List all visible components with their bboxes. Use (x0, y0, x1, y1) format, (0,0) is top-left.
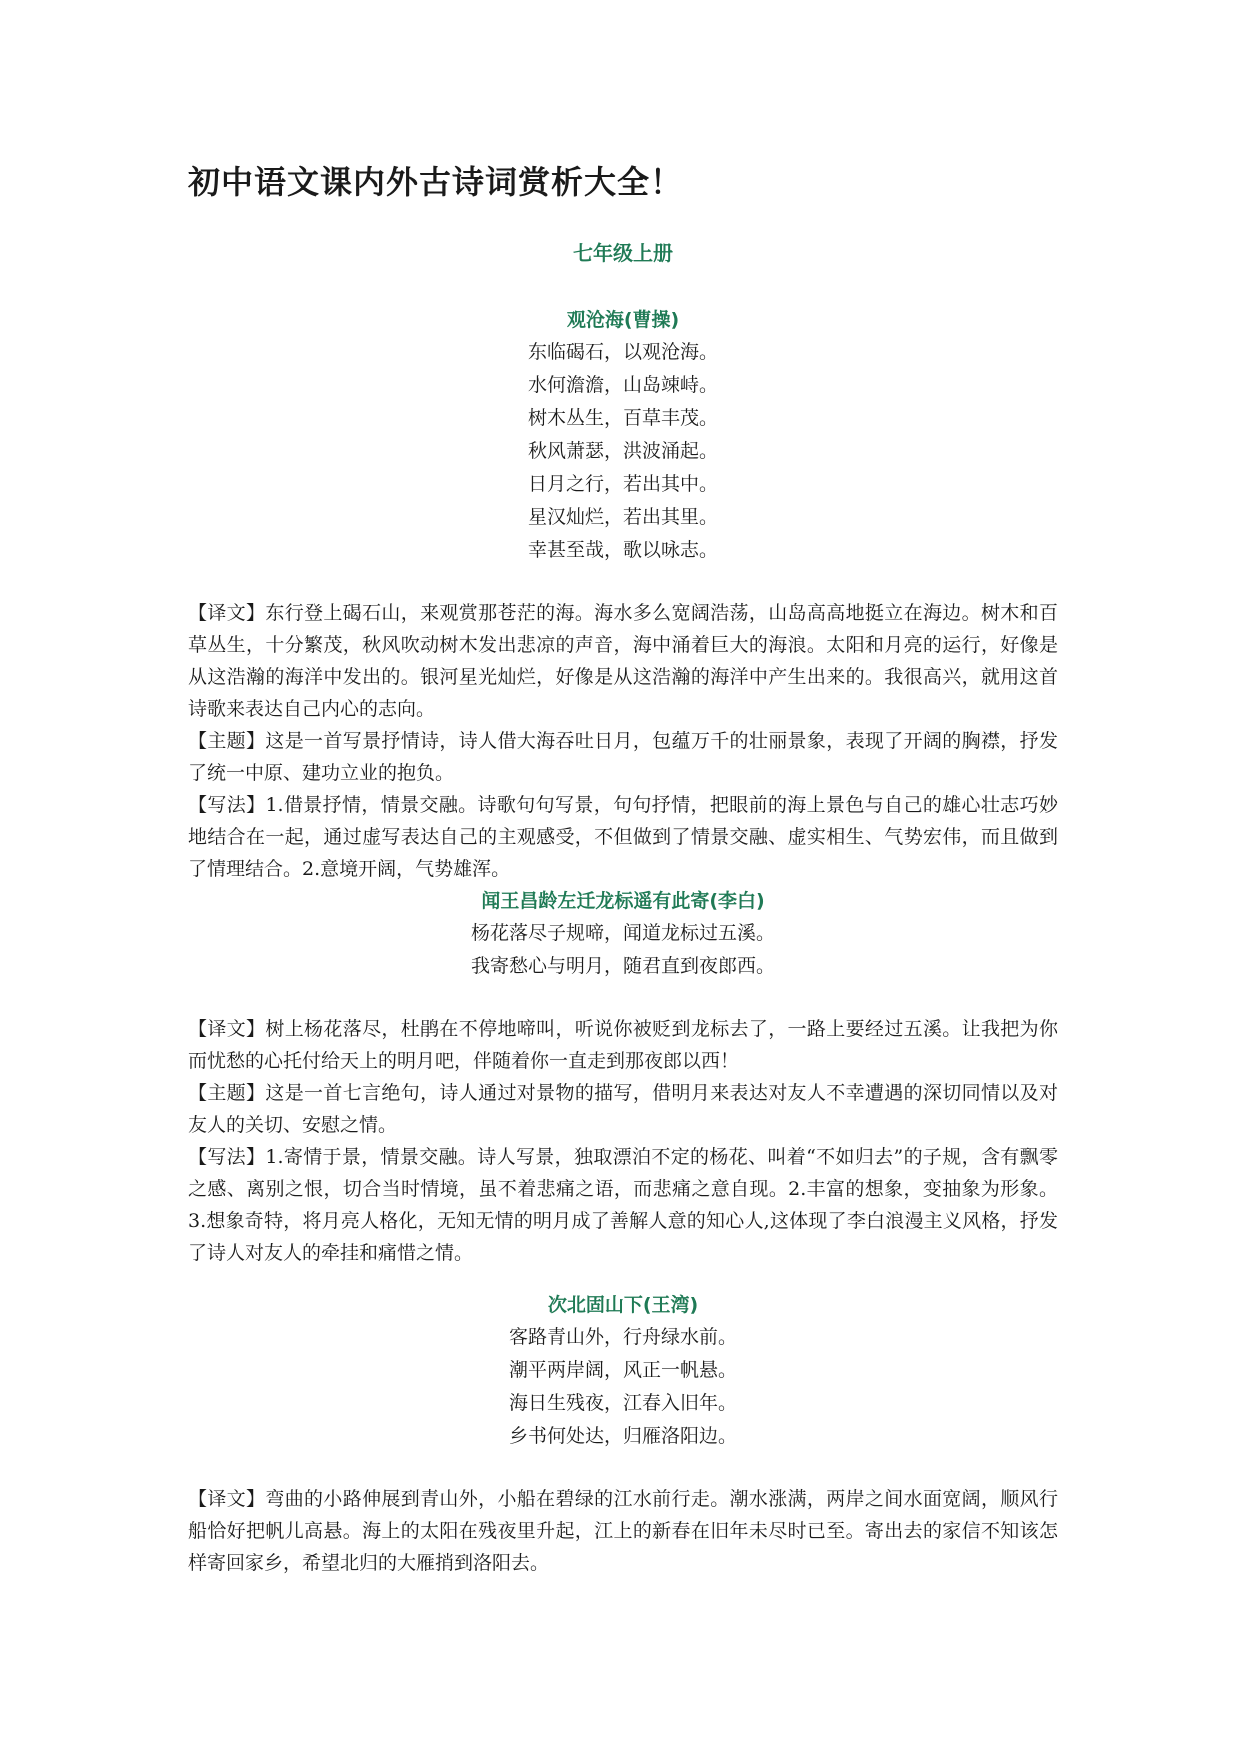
poem-line: 潮平两岸阔，风正一帆悬。 (508, 1359, 737, 1381)
poem-guan-cang-hai (188, 304, 1058, 567)
translation-tag: 【译文】 (188, 602, 266, 624)
theme-tag: 【主题】 (188, 730, 266, 752)
theme-paragraph (188, 725, 1058, 789)
poem-line: 星汉灿烂，若出其里。 (527, 506, 718, 528)
poem-line: 乡书何处达，归雁洛阳边。 (508, 1425, 737, 1447)
translation-paragraph (188, 1013, 1058, 1077)
poem-line: 海日生残夜，江春入旧年。 (508, 1392, 737, 1414)
theme-text: 这是一首七言绝句，诗人通过对景物的描写，借明月来表达对友人不幸遭遇的深切同情以及对友人的关切、安慰之情。 (188, 1082, 1058, 1136)
poem-line: 客路青山外，行舟绿水前。 (508, 1326, 737, 1348)
poem-line: 幸甚至哉，歌以咏志。 (527, 539, 718, 561)
translation-tag: 【译文】 (188, 1018, 266, 1040)
method-tag: 【写法】 (188, 794, 266, 816)
poem-wen-wang-changling (188, 885, 1058, 983)
poem-line: 杨花落尽子规啼，闻道龙标过五溪。 (470, 922, 775, 944)
translation-text: 弯曲的小路伸展到青山外，小船在碧绿的江水前行走。潮水涨满，两岸之间水面宽阔，顺风行船恰好把帆儿高悬。海上的太阳在残夜里升起，江上的新春在旧年未尽时已至。寄出去的家信不知该怎样寄回家乡，希望北归的大雁捎到洛阳去。 (188, 1488, 1058, 1574)
poem-title: 闻王昌龄左迁龙标遥有此寄(李白) (481, 890, 765, 912)
poem-line: 我寄愁心与明月，随君直到夜郎西。 (470, 955, 775, 977)
poem-line: 东临碣石，以观沧海。 (527, 341, 718, 363)
translation-paragraph (188, 1483, 1058, 1579)
theme-paragraph (188, 1077, 1058, 1141)
theme-text: 这是一首写景抒情诗，诗人借大海吞吐日月，包蕴万千的壮丽景象，表现了开阔的胸襟，抒发了统一中原、建功立业的抱负。 (188, 730, 1058, 784)
poem-line: 日月之行，若出其中。 (527, 473, 718, 495)
theme-tag: 【主题】 (188, 1082, 266, 1104)
translation-paragraph (188, 597, 1058, 725)
method-text: 1.借景抒情，情景交融。诗歌句句写景，句句抒情，把眼前的海上景色与自己的雄心壮志巧妙地结合在一起，通过虚写表达自己的主观感受，不但做到了情景交融、虚实相生、气势宏伟，而且做到了情理结合。2.意境开阔，气势雄浑。 (188, 794, 1058, 880)
method-paragraph (188, 789, 1058, 885)
grade-heading: 七年级上册 (573, 241, 673, 265)
translation-tag: 【译文】 (188, 1488, 266, 1510)
translation-text: 东行登上碣石山，来观赏那苍茫的海。海水多么宽阔浩荡，山岛高高地挺立在海边。树木和百草丛生，十分繁茂，秋风吹动树木发出悲凉的声音，海中涌着巨大的海浪。太阳和月亮的运行，好像是从这浩瀚的海洋中发出的。银河星光灿烂，好像是从这浩瀚的海洋中产生出来的。我很高兴，就用这首诗歌来表达自己内心的志向。 (188, 602, 1058, 720)
document-page (188, 160, 1058, 1579)
document-title: 初中语文课内外古诗词赏析大全！ (188, 163, 684, 201)
method-tag: 【写法】 (188, 1146, 266, 1168)
poem-title: 观沧海(曹操) (566, 309, 680, 331)
method-text: 1.寄情于景，情景交融。诗人写景，独取漂泊不定的杨花、叫着“不如归去”的子规，含有飘零之感、离别之恨，切合当时情境，虽不着悲痛之语，而悲痛之意自现。2.丰富的想象，变抽象为形象。3.想象奇特，将月亮人格化，无知无情的明月成了善解人意的知心人,这体现了李白浪漫主义风格，抒发了诗人对友人的牵挂和痛惜之情。 (188, 1146, 1058, 1264)
poem-line: 树木丛生，百草丰茂。 (527, 407, 718, 429)
method-paragraph (188, 1141, 1058, 1269)
poem-line: 秋风萧瑟，洪波涌起。 (527, 440, 718, 462)
poem-line: 水何澹澹，山岛竦峙。 (527, 374, 718, 396)
translation-text: 树上杨花落尽，杜鹃在不停地啼叫，听说你被贬到龙标去了，一路上要经过五溪。让我把为你而忧愁的心托付给天上的明月吧，伴随着你一直走到那夜郎以西！ (188, 1018, 1058, 1072)
poem-ci-bei-gu-shan-xia (188, 1289, 1058, 1453)
poem-title: 次北固山下(王湾) (547, 1294, 699, 1316)
